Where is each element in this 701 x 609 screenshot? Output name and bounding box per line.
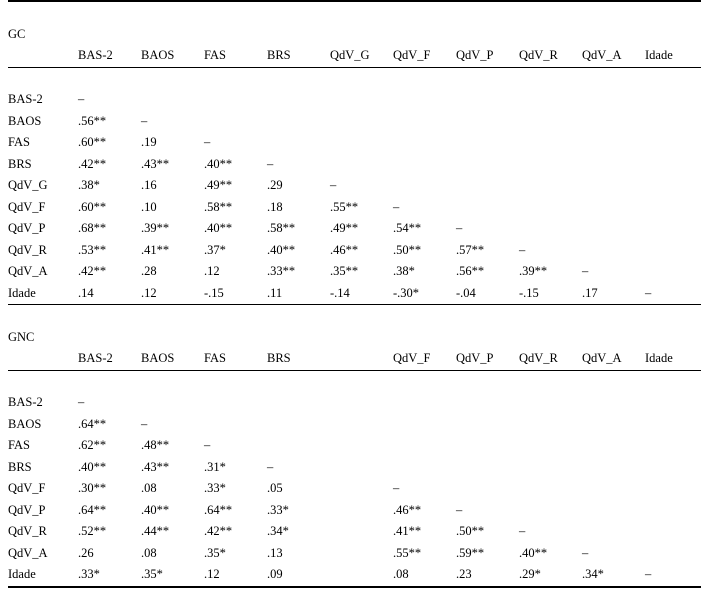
cell-gnc-0-9: [645, 392, 701, 414]
cell-gc-0-5: [393, 89, 456, 111]
cell-gc-8-2: .12: [204, 261, 267, 283]
table-row: [8, 435, 701, 457]
table-row: [8, 283, 701, 305]
cell-gnc-7-8: –: [582, 543, 645, 565]
cell-gnc-6-9: [645, 521, 701, 543]
cell-gc-7-3: .40**: [267, 240, 330, 262]
cell-gnc-5-5: .46**: [393, 500, 456, 522]
cell-gnc-2-9: [645, 435, 701, 457]
cell-gnc-7-1: .08: [141, 543, 204, 565]
cell-gc-3-4: [330, 154, 393, 176]
corner-cell-gnc: [8, 348, 78, 370]
cell-gnc-6-7: –: [519, 521, 582, 543]
cell-gnc-6-1: .44**: [141, 521, 204, 543]
col-header-gnc-9: Idade: [645, 348, 701, 370]
cell-gc-5-7: [519, 197, 582, 219]
cell-gnc-7-5: .55**: [393, 543, 456, 565]
header-rule-gc: [8, 67, 701, 89]
row-label-gc-9: Idade: [8, 283, 78, 305]
cell-gc-7-6: .57**: [456, 240, 519, 262]
col-header-gc-3: BRS: [267, 45, 330, 67]
col-header-gnc-0: BAS-2: [78, 348, 141, 370]
cell-gnc-1-3: [267, 414, 330, 436]
cell-gnc-7-0: .26: [78, 543, 141, 565]
row-label-gc-1: BAOS: [8, 111, 78, 133]
row-label-gc-7: QdV_R: [8, 240, 78, 262]
cell-gnc-3-9: [645, 457, 701, 479]
cell-gc-6-5: .54**: [393, 218, 456, 240]
cell-gc-4-9: [645, 175, 701, 197]
column-header-row-gc: [8, 45, 701, 67]
cell-gnc-1-1: –: [141, 414, 204, 436]
col-header-gnc-8: QdV_A: [582, 348, 645, 370]
cell-gc-4-7: [519, 175, 582, 197]
cell-gnc-6-6: .50**: [456, 521, 519, 543]
cell-gc-0-4: [330, 89, 393, 111]
table-row: [8, 478, 701, 500]
cell-gc-0-7: [519, 89, 582, 111]
row-label-gc-6: QdV_P: [8, 218, 78, 240]
cell-gnc-2-0: .62**: [78, 435, 141, 457]
header-rule-gnc: [8, 370, 701, 392]
cell-gc-0-0: –: [78, 89, 141, 111]
table-row: [8, 543, 701, 565]
cell-gnc-3-5: [393, 457, 456, 479]
row-label-gnc-2: FAS: [8, 435, 78, 457]
cell-gc-5-4: .55**: [330, 197, 393, 219]
cell-gnc-6-8: [582, 521, 645, 543]
cell-gnc-2-5: [393, 435, 456, 457]
separator-rule: [8, 305, 701, 327]
cell-gnc-8-4: [330, 564, 393, 587]
cell-gc-2-3: [267, 132, 330, 154]
col-header-gnc-6: QdV_P: [456, 348, 519, 370]
cell-gnc-0-0: –: [78, 392, 141, 414]
cell-gc-1-2: [204, 111, 267, 133]
cell-gc-9-0: .14: [78, 283, 141, 305]
cell-gnc-7-4: [330, 543, 393, 565]
col-header-gc-8: QdV_A: [582, 45, 645, 67]
col-header-gc-1: BAOS: [141, 45, 204, 67]
cell-gnc-7-6: .59**: [456, 543, 519, 565]
cell-gc-6-1: .39**: [141, 218, 204, 240]
cell-gc-4-1: .16: [141, 175, 204, 197]
cell-gnc-1-9: [645, 414, 701, 436]
bottom-rule: [8, 587, 701, 609]
table-row: [8, 132, 701, 154]
cell-gnc-4-9: [645, 478, 701, 500]
cell-gc-8-5: .38*: [393, 261, 456, 283]
cell-gnc-0-1: [141, 392, 204, 414]
col-header-gc-9: Idade: [645, 45, 701, 67]
cell-gc-4-2: .49**: [204, 175, 267, 197]
table-row: [8, 89, 701, 111]
cell-gc-7-7: –: [519, 240, 582, 262]
cell-gc-5-3: .18: [267, 197, 330, 219]
cell-gnc-4-0: .30**: [78, 478, 141, 500]
cell-gc-9-9: –: [645, 283, 701, 305]
col-header-gnc-4: [330, 348, 393, 370]
table-row: [8, 197, 701, 219]
cell-gc-3-9: [645, 154, 701, 176]
cell-gc-5-8: [582, 197, 645, 219]
cell-gc-2-5: [393, 132, 456, 154]
cell-gnc-6-4: [330, 521, 393, 543]
cell-gc-4-8: [582, 175, 645, 197]
cell-gc-3-3: –: [267, 154, 330, 176]
cell-gc-9-2: -.15: [204, 283, 267, 305]
row-label-gc-5: QdV_F: [8, 197, 78, 219]
cell-gc-9-8: .17: [582, 283, 645, 305]
cell-gnc-5-8: [582, 500, 645, 522]
cell-gc-8-0: .42**: [78, 261, 141, 283]
cell-gnc-5-7: [519, 500, 582, 522]
cell-gc-2-0: .60**: [78, 132, 141, 154]
cell-gc-0-2: [204, 89, 267, 111]
table-row: [8, 111, 701, 133]
row-label-gc-3: BRS: [8, 154, 78, 176]
cell-gnc-2-6: [456, 435, 519, 457]
table-row: [8, 392, 701, 414]
cell-gc-2-7: [519, 132, 582, 154]
cell-gnc-3-6: [456, 457, 519, 479]
cell-gc-2-6: [456, 132, 519, 154]
table-row: [8, 521, 701, 543]
cell-gnc-1-0: .64**: [78, 414, 141, 436]
cell-gnc-0-2: [204, 392, 267, 414]
cell-gnc-4-7: [519, 478, 582, 500]
cell-gnc-6-3: .34*: [267, 521, 330, 543]
cell-gnc-3-7: [519, 457, 582, 479]
table-row: [8, 175, 701, 197]
row-label-gc-4: QdV_G: [8, 175, 78, 197]
col-header-gc-2: FAS: [204, 45, 267, 67]
cell-gc-6-4: .49**: [330, 218, 393, 240]
cell-gnc-8-1: .35*: [141, 564, 204, 587]
cell-gnc-1-8: [582, 414, 645, 436]
col-header-gc-0: BAS-2: [78, 45, 141, 67]
cell-gc-6-8: [582, 218, 645, 240]
cell-gc-7-2: .37*: [204, 240, 267, 262]
cell-gnc-1-6: [456, 414, 519, 436]
col-header-gnc-2: FAS: [204, 348, 267, 370]
cell-gnc-5-6: –: [456, 500, 519, 522]
row-label-gnc-8: Idade: [8, 564, 78, 587]
cell-gc-8-9: [645, 261, 701, 283]
cell-gnc-3-4: [330, 457, 393, 479]
cell-gnc-5-2: .64**: [204, 500, 267, 522]
cell-gnc-5-4: [330, 500, 393, 522]
cell-gnc-8-8: .34*: [582, 564, 645, 587]
cell-gc-0-6: [456, 89, 519, 111]
col-header-gc-7: QdV_R: [519, 45, 582, 67]
cell-gnc-8-0: .33*: [78, 564, 141, 587]
cell-gnc-5-9: [645, 500, 701, 522]
cell-gc-2-2: –: [204, 132, 267, 154]
cell-gnc-3-8: [582, 457, 645, 479]
cell-gnc-3-2: .31*: [204, 457, 267, 479]
cell-gc-7-9: [645, 240, 701, 262]
cell-gnc-5-1: .40**: [141, 500, 204, 522]
cell-gnc-2-2: –: [204, 435, 267, 457]
cell-gnc-1-2: [204, 414, 267, 436]
cell-gnc-2-3: [267, 435, 330, 457]
cell-gc-0-9: [645, 89, 701, 111]
cell-gc-0-1: [141, 89, 204, 111]
cell-gnc-4-6: [456, 478, 519, 500]
col-header-gnc-1: BAOS: [141, 348, 204, 370]
cell-gnc-8-7: .29*: [519, 564, 582, 587]
cell-gc-7-4: .46**: [330, 240, 393, 262]
cell-gc-6-7: [519, 218, 582, 240]
cell-gc-5-9: [645, 197, 701, 219]
cell-gc-6-0: .68**: [78, 218, 141, 240]
cell-gc-9-6: -.04: [456, 283, 519, 305]
row-label-gnc-0: BAS-2: [8, 392, 78, 414]
cell-gnc-0-6: [456, 392, 519, 414]
cell-gc-1-1: –: [141, 111, 204, 133]
cell-gnc-0-3: [267, 392, 330, 414]
cell-gc-3-5: [393, 154, 456, 176]
table-row: [8, 154, 701, 176]
correlation-table: [8, 0, 701, 609]
cell-gnc-0-7: [519, 392, 582, 414]
cell-gc-7-0: .53**: [78, 240, 141, 262]
cell-gnc-8-6: .23: [456, 564, 519, 587]
cell-gc-3-8: [582, 154, 645, 176]
cell-gc-2-8: [582, 132, 645, 154]
cell-gc-9-4: -.14: [330, 283, 393, 305]
cell-gnc-8-2: .12: [204, 564, 267, 587]
cell-gnc-2-4: [330, 435, 393, 457]
cell-gc-5-6: [456, 197, 519, 219]
group-title-gnc-label: GNC: [8, 327, 701, 349]
cell-gnc-6-0: .52**: [78, 521, 141, 543]
cell-gc-0-8: [582, 89, 645, 111]
cell-gc-4-4: –: [330, 175, 393, 197]
cell-gc-3-1: .43**: [141, 154, 204, 176]
cell-gc-6-9: [645, 218, 701, 240]
cell-gc-3-2: .40**: [204, 154, 267, 176]
cell-gc-3-6: [456, 154, 519, 176]
cell-gc-3-0: .42**: [78, 154, 141, 176]
cell-gc-1-4: [330, 111, 393, 133]
cell-gc-4-5: [393, 175, 456, 197]
cell-gc-5-5: –: [393, 197, 456, 219]
cell-gnc-2-7: [519, 435, 582, 457]
cell-gc-5-0: .60**: [78, 197, 141, 219]
cell-gc-8-7: .39**: [519, 261, 582, 283]
cell-gnc-1-4: [330, 414, 393, 436]
row-label-gnc-7: QdV_A: [8, 543, 78, 565]
cell-gc-3-7: [519, 154, 582, 176]
table-row: [8, 500, 701, 522]
cell-gnc-8-5: .08: [393, 564, 456, 587]
cell-gnc-7-7: .40**: [519, 543, 582, 565]
cell-gc-5-2: .58**: [204, 197, 267, 219]
corner-cell-gc: [8, 45, 78, 67]
cell-gc-1-9: [645, 111, 701, 133]
cell-gnc-3-3: –: [267, 457, 330, 479]
cell-gc-1-6: [456, 111, 519, 133]
top-rule-gc: [8, 1, 701, 24]
cell-gc-7-1: .41**: [141, 240, 204, 262]
group-title-gc-label: GC: [8, 24, 701, 46]
cell-gc-9-3: .11: [267, 283, 330, 305]
cell-gc-6-3: .58**: [267, 218, 330, 240]
cell-gc-2-1: .19: [141, 132, 204, 154]
cell-gc-1-7: [519, 111, 582, 133]
col-header-gc-5: QdV_F: [393, 45, 456, 67]
table-row: [8, 240, 701, 262]
cell-gc-4-0: .38*: [78, 175, 141, 197]
cell-gc-2-9: [645, 132, 701, 154]
cell-gnc-7-3: .13: [267, 543, 330, 565]
cell-gnc-4-1: .08: [141, 478, 204, 500]
cell-gnc-5-3: .33*: [267, 500, 330, 522]
column-header-row-gnc: [8, 348, 701, 370]
cell-gnc-0-8: [582, 392, 645, 414]
cell-gc-8-1: .28: [141, 261, 204, 283]
cell-gc-1-8: [582, 111, 645, 133]
cell-gc-1-3: [267, 111, 330, 133]
cell-gc-2-4: [330, 132, 393, 154]
cell-gc-8-6: .56**: [456, 261, 519, 283]
cell-gnc-4-4: [330, 478, 393, 500]
cell-gc-1-5: [393, 111, 456, 133]
cell-gnc-8-9: –: [645, 564, 701, 587]
cell-gnc-1-5: [393, 414, 456, 436]
cell-gnc-7-9: [645, 543, 701, 565]
cell-gc-6-2: .40**: [204, 218, 267, 240]
cell-gc-9-1: .12: [141, 283, 204, 305]
col-header-gc-6: QdV_P: [456, 45, 519, 67]
row-label-gc-8: QdV_A: [8, 261, 78, 283]
cell-gnc-7-2: .35*: [204, 543, 267, 565]
cell-gnc-5-0: .64**: [78, 500, 141, 522]
table-body: [8, 1, 701, 609]
row-label-gc-0: BAS-2: [8, 89, 78, 111]
cell-gc-7-5: .50**: [393, 240, 456, 262]
cell-gnc-1-7: [519, 414, 582, 436]
cell-gnc-3-1: .43**: [141, 457, 204, 479]
row-label-gnc-5: QdV_P: [8, 500, 78, 522]
col-header-gc-4: QdV_G: [330, 45, 393, 67]
cell-gc-5-1: .10: [141, 197, 204, 219]
row-label-gnc-4: QdV_F: [8, 478, 78, 500]
cell-gnc-4-8: [582, 478, 645, 500]
cell-gnc-4-3: .05: [267, 478, 330, 500]
group-title-gnc: [8, 327, 701, 349]
cell-gnc-6-2: .42**: [204, 521, 267, 543]
cell-gnc-6-5: .41**: [393, 521, 456, 543]
col-header-gnc-5: QdV_F: [393, 348, 456, 370]
table-row: [8, 564, 701, 587]
cell-gc-0-3: [267, 89, 330, 111]
group-title-gc: [8, 24, 701, 46]
table-row: [8, 218, 701, 240]
table-row: [8, 457, 701, 479]
cell-gnc-4-2: .33*: [204, 478, 267, 500]
cell-gc-1-0: .56**: [78, 111, 141, 133]
row-label-gnc-3: BRS: [8, 457, 78, 479]
cell-gnc-0-4: [330, 392, 393, 414]
row-label-gc-2: FAS: [8, 132, 78, 154]
cell-gnc-2-1: .48**: [141, 435, 204, 457]
cell-gc-8-8: –: [582, 261, 645, 283]
cell-gc-9-5: -.30*: [393, 283, 456, 305]
row-label-gnc-1: BAOS: [8, 414, 78, 436]
cell-gnc-3-0: .40**: [78, 457, 141, 479]
cell-gc-6-6: –: [456, 218, 519, 240]
col-header-gnc-7: QdV_R: [519, 348, 582, 370]
cell-gc-4-6: [456, 175, 519, 197]
cell-gnc-4-5: –: [393, 478, 456, 500]
cell-gnc-8-3: .09: [267, 564, 330, 587]
cell-gc-8-4: .35**: [330, 261, 393, 283]
table-row: [8, 261, 701, 283]
cell-gc-7-8: [582, 240, 645, 262]
cell-gc-9-7: -.15: [519, 283, 582, 305]
cell-gnc-0-5: [393, 392, 456, 414]
table-row: [8, 414, 701, 436]
cell-gc-4-3: .29: [267, 175, 330, 197]
cell-gnc-2-8: [582, 435, 645, 457]
row-label-gnc-6: QdV_R: [8, 521, 78, 543]
col-header-gnc-3: BRS: [267, 348, 330, 370]
cell-gc-8-3: .33**: [267, 261, 330, 283]
